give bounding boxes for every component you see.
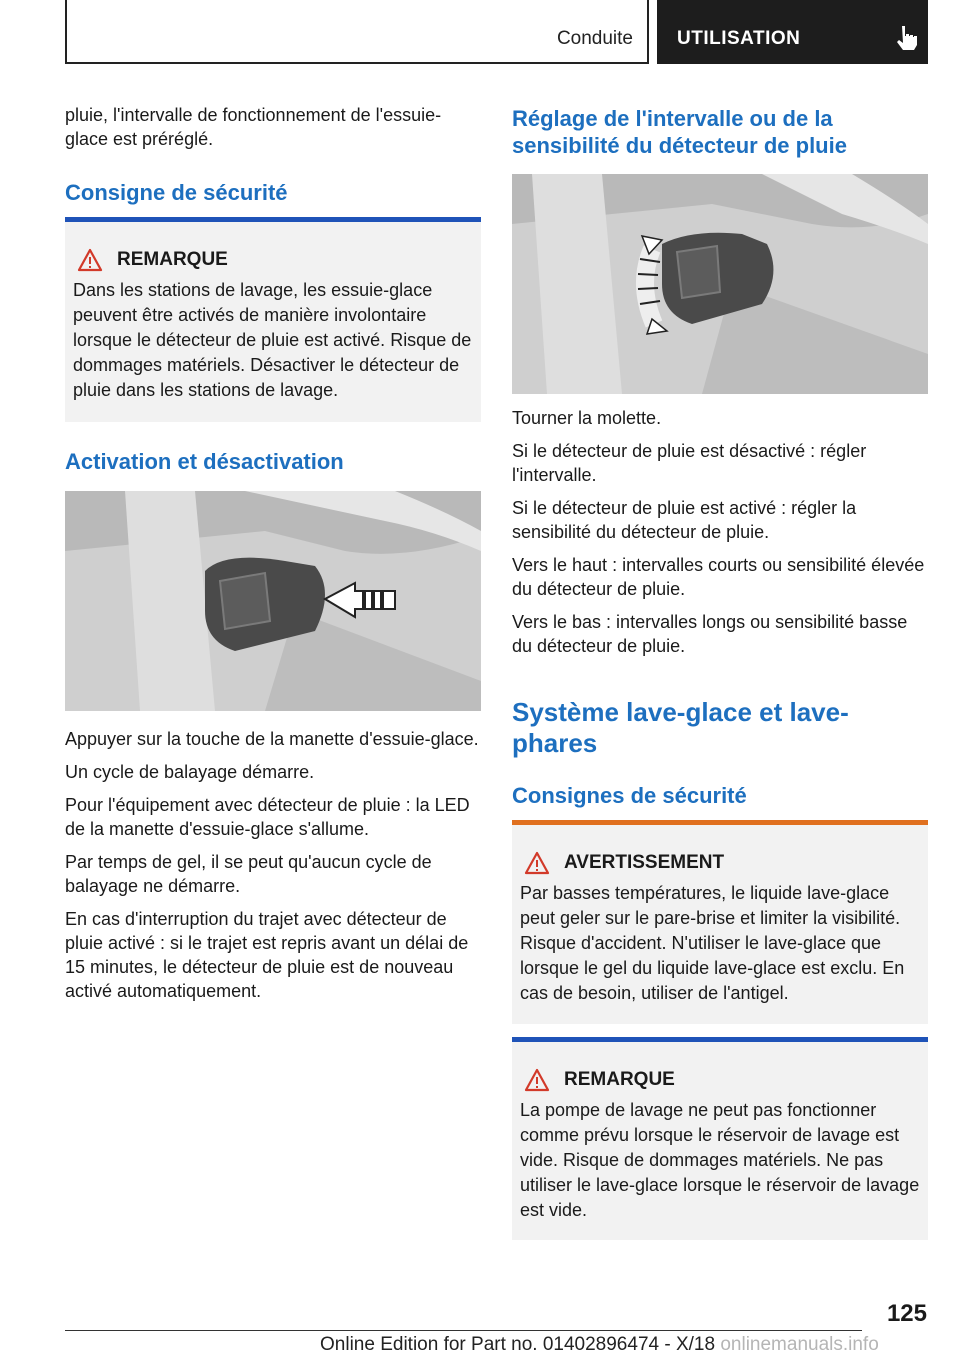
activation-heading: Activation et désactivation (65, 449, 344, 474)
wiper-button-figure (65, 491, 481, 711)
warning-text: Par basses températures, le liquide lave-glace peut geler sur le pare-brise et limiter la visibilité. Risque d'accident. N'utiliser le lave-glace que lorsque le gel du liquide lave-glace est exclu. En cas de besoin, utiliser de l'antigel. (520, 883, 905, 1003)
activation-text (65, 727, 481, 1003)
warning-triangle-icon (524, 851, 550, 875)
system-heading: Système lave-glace et lave-phares (512, 697, 849, 758)
warning-triangle-icon (524, 1068, 550, 1092)
note-title: REMARQUE (117, 249, 228, 270)
warning-title-row (520, 851, 920, 875)
note-box-right (512, 1037, 928, 1240)
note-title-row-right (520, 1068, 920, 1092)
activation-paragraph: Par temps de gel, il se peut qu'aucun cycle de balayage ne démarre. (65, 852, 432, 896)
left-intro (65, 103, 481, 151)
header-section-box (65, 0, 649, 64)
footer-site[interactable]: onlinemanuals.info (720, 1334, 879, 1355)
wiper-wheel-figure (512, 174, 928, 394)
hand-pointer-icon (893, 24, 919, 52)
interval-paragraph: Si le détecteur de pluie est désactivé : régler l'intervalle. (512, 441, 867, 485)
interval-paragraph: Si le détecteur de pluie est activé : régler la sensibilité du détecteur de pluie. (512, 498, 857, 542)
footer-edition: Online Edition for Part no. 01402896474 - X/18 (320, 1334, 716, 1355)
interval-heading: Réglage de l'intervalle ou de la sensibilité du détecteur de pluie (512, 106, 847, 158)
right-safety-heading-wrap (512, 782, 928, 809)
header-section-title: Conduite (556, 28, 633, 49)
left-safety-heading-wrap (65, 179, 481, 206)
warning-box (512, 820, 928, 1024)
warning-title: AVERTISSEMENT (564, 852, 725, 873)
activation-heading-wrap (65, 448, 481, 475)
warning-triangle-icon (77, 248, 103, 272)
activation-paragraph: Un cycle de balayage démarre. (65, 762, 315, 782)
activation-paragraph: En cas d'interruption du trajet avec détecteur de pluie activé : si le trajet est repris avant un délai de 15 minutes, le détecteur de pluie est de nouveau activé automatiquement. (65, 909, 469, 1001)
safety-heading: Consigne de sécurité (65, 180, 288, 205)
interval-heading-wrap (512, 105, 928, 159)
interval-paragraph: Vers le haut : intervalles courts ou sensibilité élevée du détecteur de pluie. (512, 555, 925, 599)
note-title-row (73, 248, 473, 272)
footer-line (320, 1334, 879, 1356)
header-chapter-box (657, 0, 928, 64)
note-text-right: La pompe de lavage ne peut pas fonctionner comme prévu lorsque le réservoir de lavage est vide. Risque de dommages matériels. Ne pas utiliser le lave-glace lorsque le réservoir de lavage est vide. (520, 1100, 920, 1220)
interval-paragraph: Tourner la molette. (512, 408, 662, 428)
system-heading-wrap (512, 697, 928, 759)
intro-paragraph: pluie, l'intervalle de fonctionnement de l'essuie-glace est préréglé. (65, 105, 442, 149)
note-title-right: REMARQUE (564, 1069, 675, 1090)
activation-paragraph: Appuyer sur la touche de la manette d'essuie-glace. (65, 729, 479, 749)
activation-paragraph: Pour l'équipement avec détecteur de pluie : la LED de la manette d'essuie-glace s'allume. (65, 795, 470, 839)
note-text: Dans les stations de lavage, les essuie-glace peuvent être activés de manière involontaire lorsque le détecteur de pluie est activé. Risque de dommages matériels. Désactiver le détecteur de pluie dans les stations de lavage. (73, 280, 472, 400)
interval-text (512, 406, 928, 658)
interval-paragraph: Vers le bas : intervalles longs ou sensibilité basse du détecteur de pluie. (512, 612, 908, 656)
safety-heading-right: Consignes de sécurité (512, 783, 747, 808)
header-chapter-title: UTILISATION (677, 28, 801, 49)
footer-divider (65, 1330, 862, 1331)
note-box-left (65, 217, 481, 422)
page-number: 125 (886, 1300, 927, 1327)
